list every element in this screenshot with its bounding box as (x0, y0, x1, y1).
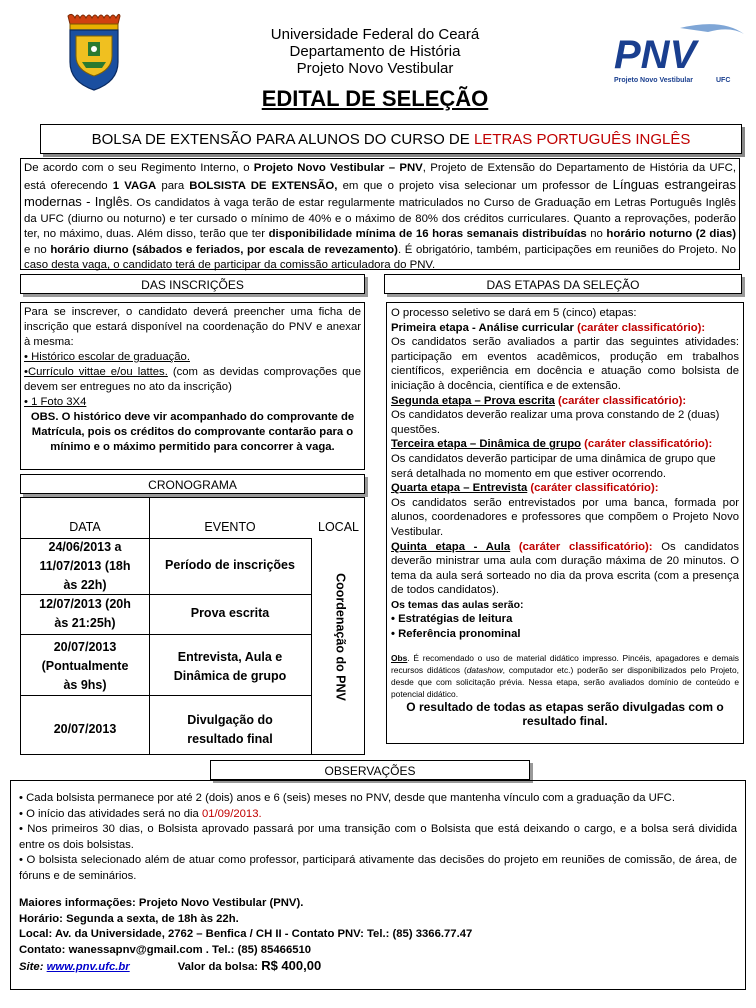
intro-diurno: horário diurno (sábados e feriados, por escala de revezamento) (50, 243, 398, 256)
etapa-title: Quinta etapa - Aula (391, 540, 511, 553)
etapa-text: Os candidatos deverão realizar uma prova constando de 2 (duas) questões. (391, 409, 720, 436)
table-row-data: 12/07/2013 (20h às 21:25h) (39, 597, 131, 630)
observacao-date: 01/09/2013. (201, 807, 262, 820)
tema-item: • Estratégias de leitura (391, 613, 513, 626)
etapa-tag: (caráter classificatório): (581, 438, 713, 451)
pnv-logo-text: PNV (614, 33, 697, 77)
intro-project: Projeto Novo Vestibular – PNV (253, 162, 423, 174)
col-header-evento: EVENTO (204, 520, 256, 534)
observacao-item: • O bolsista selecionado além de atuar como professor, participará ativamente das decisões do projeto em reuniões de comissão, de área, de fóruns e de seminários. (19, 854, 737, 882)
valor-label: Valor da bolsa: (177, 961, 262, 973)
bolsa-banner (40, 124, 742, 154)
info-line: Horário: Segunda a sexta, de 18h às 22h. (19, 912, 239, 925)
observacao-item: • Nos primeiros 30 dias, o Bolsista aprovado passará por uma transição com o Bolsista que está deixando o cargo, e a bolsa será dividida entre os dois bolsistas. (19, 823, 737, 851)
info-line: Local: Av. da Universidade, 2762 – Benfica / CH II - Contato PNV: Tel.: (85) 3366.77.47 (19, 928, 473, 940)
observacoes-heading: OBSERVAÇÕES (210, 760, 530, 780)
intro-text: em que o projeto visa selecionar um professor de (337, 179, 613, 192)
banner-course: LETRAS PORTUGUÊS INGLÊS (473, 131, 691, 148)
etapa-tag: (caráter classificatório): (573, 321, 706, 334)
col-header-data: DATA (69, 520, 101, 534)
etapas-intro: O processo seletivo se dará em 5 (cinco) etapas: (391, 307, 637, 319)
banner-bolsa: BOLSA DE EXTENSÃO (91, 131, 252, 148)
intro-text: e no (24, 243, 51, 256)
resultado-final-note: O resultado de todas as etapas serão divulgadas com o resultado final. (406, 699, 724, 729)
etapa-title: Terceira etapa – Dinâmica de grupo (391, 438, 582, 451)
site-link[interactable]: www.pnv.ufc.br (46, 961, 130, 973)
valor-bolsa: R$ 400,00 (261, 958, 322, 973)
inscricoes-text: Para se inscrever, o candidato deverá preencher uma ficha de inscrição que estará disponível na coordenação do PNV e anexar à mesma: (24, 306, 361, 348)
etapa-text: Os candidatos serão entrevistados por uma banca, formada por alunos, coordenadores e professores que compõem o Projeto Novo Vestibular. (391, 496, 739, 538)
info-line: Contato: wanessapnv@gmail.com . Tel.: (85) 85466510 (19, 943, 312, 956)
table-row-data: 20/07/2013 (53, 722, 117, 736)
intro-linguas: Línguas estrangeiras modernas - Inglês (24, 176, 737, 209)
cronograma-table (20, 497, 365, 755)
inscricoes-item-note: (com as devidas comprovações que devem ser entregues no ato da inscrição) (24, 366, 362, 393)
cronograma-heading: CRONOGRAMA (20, 474, 365, 494)
table-row-evento: Entrevista, Aula e Dinâmica de grupo (173, 650, 287, 683)
inscricoes-obs: OBS. O histórico deve vir acompanhado do comprovante de Matrícula, pois os créditos do comprovante contarão para o mínimo e o máximo permitido para concorrer à vaga. (30, 411, 355, 453)
intro-disponibilidade: disponibilidade mínima de 16 horas semanais distribuídas (268, 228, 587, 240)
etapa-title: Segunda etapa – Prova escrita (391, 394, 555, 407)
intro-paragraph (20, 158, 740, 270)
table-row-data: 20/07/2013 (Pontualmente às 9hs) (41, 640, 129, 692)
etapa-title: Quarta etapa – Entrevista (391, 482, 528, 495)
department-name: Departamento de História (289, 43, 461, 60)
pnv-logo-ufc: UFC (716, 77, 731, 84)
table-row-data: 24/06/2013 a 11/07/2013 (18h às 22h) (39, 540, 131, 592)
etapa-text: Os candidatos deverão participar de uma dinâmica de grupo que será detalhada no momento em que estiver ocorrendo. (391, 452, 716, 480)
institution-header (200, 26, 550, 77)
obs-label: Obs (391, 652, 408, 663)
etapa-tag: (caráter classificatório): (554, 394, 687, 407)
intro-text: para (156, 179, 190, 192)
pnv-logo-subtitle: Projeto Novo Vestibular (614, 77, 693, 84)
etapa-tag: (caráter classificatório): (527, 482, 659, 495)
obs-text: . É recomendado o uso de material didático impresso. Pincéis, apagadores e demais recursos didáticos ( (391, 652, 739, 675)
intro-text: , Projeto de Extensão do Departamento de História da UFC, está oferecendo (24, 162, 736, 192)
table-row-evento: Prova escrita (190, 606, 270, 620)
intro-text: De acordo com o seu Regimento Interno, o (24, 162, 254, 174)
temas-title: Os temas das aulas serão: (391, 598, 524, 611)
intro-text: . Os candidatos à vaga terão de estar regularmente matriculados no Curso de Graduação em Letras Português Inglês da UFC (diurno ou noturno) e ter cursado o mínimo de 40% e o máximo de 80% dos créditos curriculares. Quanto a reprovações, poderão ter, no máximo, duas. Além disso, terão que ter (24, 197, 736, 240)
observacoes-box (10, 780, 746, 990)
etapa-title: Primeira etapa - Análise curricular (391, 321, 574, 334)
pnv-logo (612, 20, 752, 88)
observacao-item: • Cada bolsista permanece por até 2 (dois) anos e 6 (seis) meses no PNV, desde que mantenha vínculo com a graduação da UFC. (19, 792, 675, 804)
intro-text: . É obrigatório, também, participações em reuniões do Projeto. No caso desta vaga, o candidato terá de participar da comissão articuladora do PNV. (24, 243, 736, 271)
observacao-item: • O início das atividades será no dia (19, 807, 202, 820)
inscricoes-box (20, 302, 365, 470)
table-row-evento: Período de inscrições (165, 558, 295, 572)
etapa-text: Os candidatos deverão ministrar uma aula com duração máxima de 20 minutos. O tema da aula será sorteado no dia da prova escrita (com a presença de todos candidatos). (391, 540, 739, 597)
table-row-evento: Divulgação do resultado final (187, 713, 273, 746)
etapa-tag: (caráter classificatório): (510, 540, 653, 553)
project-name: Projeto Novo Vestibular (296, 60, 454, 77)
etapas-box (386, 302, 744, 744)
intro-bolsista: BOLSISTA DE EXTENSÃO, (189, 179, 338, 192)
info-line: Maiores informações: Projeto Novo Vestibular (PNV). (19, 897, 304, 909)
obs-datashow: datashow (466, 664, 503, 675)
inscricoes-item: • 1 Foto 3X4 (24, 396, 87, 408)
tema-item: • Referência pronominal (391, 628, 521, 641)
inscricoes-item: • Histórico escolar de graduação. (24, 351, 190, 363)
site-label: Site: (19, 961, 47, 973)
col-header-local: LOCAL (318, 520, 359, 534)
obs-text: , computador etc.) poderão ser disponibilizados pelo Projeto, desde que com solicitação prévia. Nessa etapa, serão avaliados domínio de conteúdo e potencial didático. (391, 664, 739, 699)
intro-text: no (586, 228, 607, 240)
page-title: EDITAL DE SELEÇÃO (261, 86, 489, 111)
banner-middle: PARA ALUNOS DO CURSO DE (251, 131, 474, 148)
university-name: Universidade Federal do Ceará (270, 26, 480, 43)
intro-noturno: horário noturno (2 dias) (606, 228, 736, 240)
inscricoes-item: •Currículo vittae e/ou lattes. (24, 366, 168, 378)
local-vertical: Coordenação do PNV (333, 573, 348, 701)
etapa-text: Os candidatos serão avaliados a partir das seguintes atividades: participação em eventos acadêmicos, produção em trabalhos científicos, experiência em docência e atuação como bolsista de iniciação à docência, científica e de extensão. (391, 336, 739, 392)
intro-vaga: 1 VAGA (112, 179, 157, 192)
inscricoes-heading: DAS INSCRIÇÕES (20, 274, 365, 294)
etapas-heading: DAS ETAPAS DA SELEÇÃO (384, 274, 742, 294)
ufc-crest-logo (62, 12, 126, 92)
